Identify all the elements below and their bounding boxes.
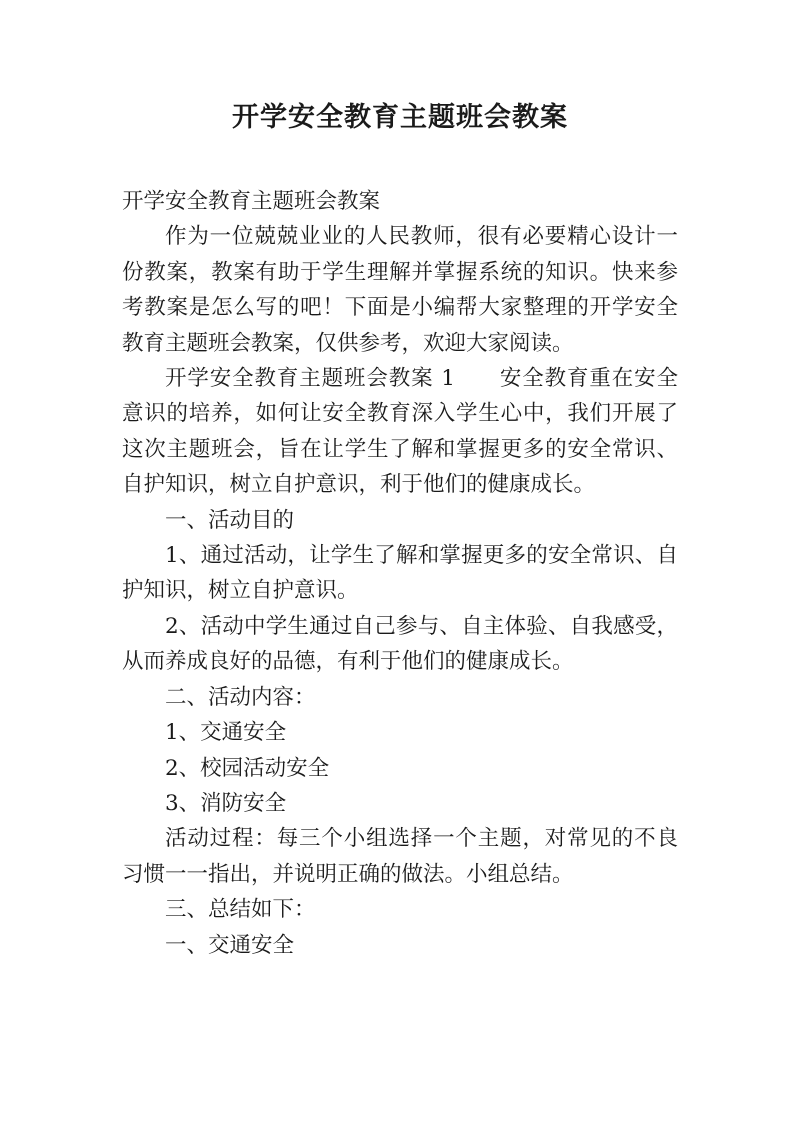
summary-item-1: 一、交通安全 [165, 932, 295, 958]
goal-heading: 一、活动目的 [165, 507, 295, 533]
summary-heading: 三、总结如下： [165, 897, 316, 923]
section-one-paragraph [122, 361, 678, 503]
content-heading: 二、活动内容： [165, 684, 316, 710]
document-subtitle: 开学安全教育主题班会教案 [122, 189, 381, 214]
content-item-2: 2、校园活动安全 [165, 755, 330, 781]
goal-item-1: 1、通过活动，让学生了解和掌握更多的安全常识、自护知识，树立自护意识。 [122, 543, 678, 604]
section-one-heading: 开学安全教育主题班会教案 1 [165, 366, 455, 392]
goal-item-2: 2、活动中学生通过自己参与、自主体验、自我感受，从而养成良好的品德，有利于他们的健康成长。 [122, 613, 678, 675]
content-item-1: 1、交通安全 [165, 720, 287, 746]
document-title: 开学安全教育主题班会教案 [232, 102, 568, 133]
intro-paragraph: 作为一位兢兢业业的人民教师，很有必要精心设计一份教案，教案有助于学生理解并掌握系统的知识。快来参考教案是怎么写的吧！下面是小编帮大家整理的开学安全教育主题班会教案，仅供参考，欢迎大家阅读。 [122, 224, 678, 356]
section-one-text: 安全教育重在安全意识的培养，如何让安全教育深入学生心中，我们开展了这次主题班会，旨在让学生了解和掌握更多的安全常识、自护知识，树立自护意识，利于他们的健康成长。 [122, 366, 678, 498]
document-body [122, 184, 678, 963]
process-paragraph: 活动过程：每三个小组选择一个主题，对常见的不良习惯一一指出，并说明正确的做法。小组总结。 [122, 826, 678, 887]
content-item-3: 3、消防安全 [165, 790, 287, 816]
